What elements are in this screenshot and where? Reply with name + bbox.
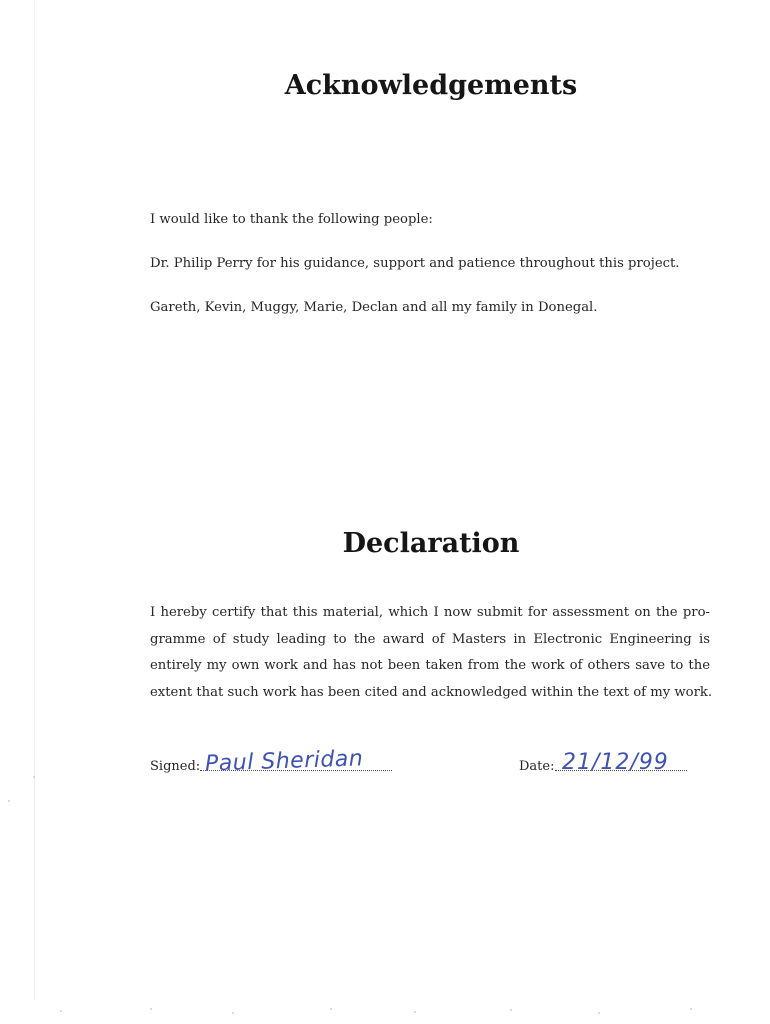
page-edge-shadow	[34, 0, 35, 1000]
declaration-line: I hereby certify that this material, which I now submit for assessment on the pro-	[150, 605, 710, 620]
signed-label: Signed:	[150, 759, 201, 774]
declaration-line: entirely my own work and has not been taken from the work of others save to the	[150, 658, 710, 673]
acknowledgements-line-2: Gareth, Kevin, Muggy, Marie, Declan and all my family in Donegal.	[150, 300, 598, 315]
handwritten-date: 21/12/99	[562, 750, 669, 775]
scan-speck	[598, 1012, 600, 1014]
scan-speck	[33, 776, 35, 778]
declaration-heading: Declaration	[342, 528, 520, 559]
signature-row	[150, 740, 710, 780]
acknowledgements-line-1: Dr. Philip Perry for his guidance, support and patience throughout this project.	[150, 256, 680, 271]
date-label: Date:	[519, 759, 555, 774]
declaration-line: extent that such work has been cited and acknowledged within the text of my work.	[150, 684, 713, 700]
scan-speck	[232, 1012, 234, 1014]
scan-speck	[414, 1011, 416, 1013]
declaration-line: gramme of study leading to the award of Masters in Electronic Engineering is	[150, 631, 710, 647]
scan-speck	[60, 1010, 62, 1012]
declaration-body	[150, 600, 713, 706]
acknowledgements-heading: Acknowledgements	[284, 70, 578, 101]
scan-speck	[150, 1008, 152, 1010]
scan-speck	[330, 1008, 332, 1010]
scan-speck	[510, 1009, 512, 1011]
handwritten-signature: Paul Sheridan	[204, 746, 364, 777]
acknowledgements-intro: I would like to thank the following people:	[150, 212, 433, 227]
scan-speck	[8, 800, 10, 802]
scan-speck	[690, 1008, 692, 1010]
